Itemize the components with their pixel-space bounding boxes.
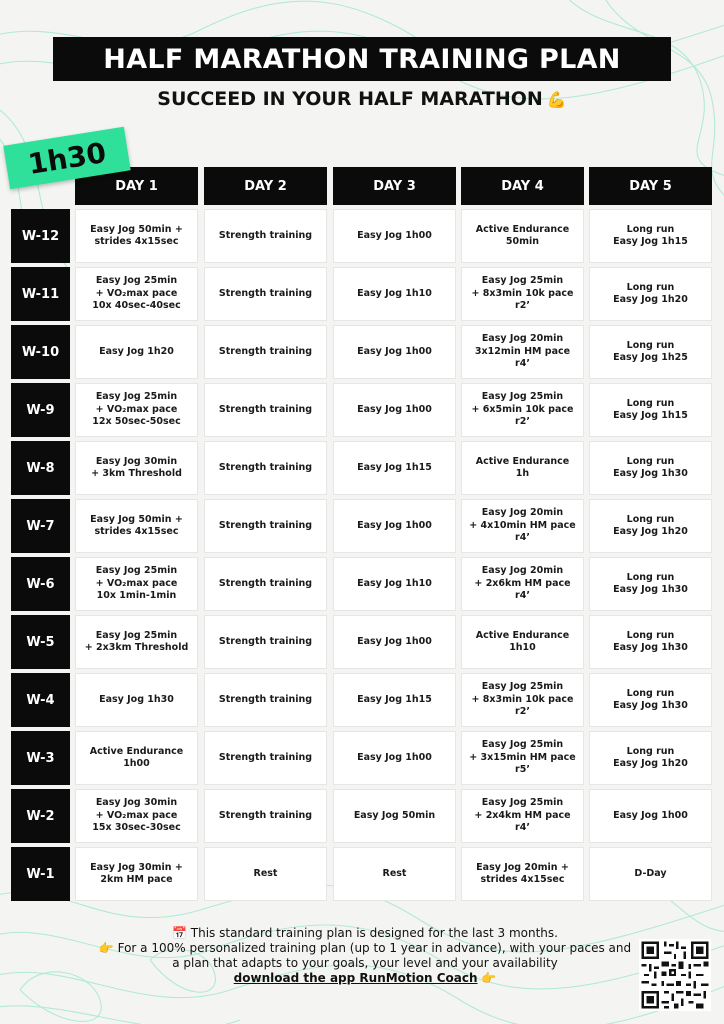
workout-cell: Easy Jog 25min + VO₂max pace 12x 50sec-50sec	[75, 383, 198, 437]
workout-cell: Strength training	[204, 731, 327, 785]
week-label: W-11	[11, 267, 70, 321]
workout-cell: Long run Easy Jog 1h30	[589, 557, 712, 611]
workout-cell: Easy Jog 20min + strides 4x15sec	[461, 847, 584, 901]
week-label: W-10	[11, 325, 70, 379]
workout-cell: Strength training	[204, 441, 327, 495]
pace-badge: 1h30	[3, 127, 130, 190]
workout-cell: Active Endurance 1h00	[75, 731, 198, 785]
day-header-4: DAY 4	[461, 167, 584, 205]
flexed-biceps-icon: 💪	[546, 89, 567, 109]
workout-cell: Easy Jog 25min + 3x15min HM pace r5’	[461, 731, 584, 785]
workout-cell: Strength training	[204, 325, 327, 379]
week-label: W-2	[11, 789, 70, 843]
workout-cell: D-Day	[589, 847, 712, 901]
workout-cell: Active Endurance 1h10	[461, 615, 584, 669]
workout-cell: Active Endurance 50min	[461, 209, 584, 263]
workout-cell: Easy Jog 30min + 2km HM pace	[75, 847, 198, 901]
footer	[95, 926, 635, 986]
day-header-1: DAY 1	[75, 167, 198, 205]
workout-cell: Easy Jog 25min + 8x3min 10k pace r2’	[461, 267, 584, 321]
subtitle-text: SUCCEED IN YOUR HALF MARATHON	[157, 88, 543, 110]
workout-cell: Easy Jog 1h15	[333, 441, 456, 495]
workout-cell: Rest	[333, 847, 456, 901]
workout-cell: Easy Jog 50min + strides 4x15sec	[75, 209, 198, 263]
workout-cell: Strength training	[204, 209, 327, 263]
workout-cell: Easy Jog 25min + 2x3km Threshold	[75, 615, 198, 669]
day-header-3: DAY 3	[333, 167, 456, 205]
workout-cell: Long run Easy Jog 1h15	[589, 209, 712, 263]
workout-cell: Easy Jog 50min	[333, 789, 456, 843]
workout-cell: Easy Jog 1h00	[333, 731, 456, 785]
workout-cell: Rest	[204, 847, 327, 901]
week-label: W-1	[11, 847, 70, 901]
workout-cell: Easy Jog 25min + 2x4km HM pace r4’	[461, 789, 584, 843]
workout-cell: Easy Jog 20min + 2x6km HM pace r4’	[461, 557, 584, 611]
workout-cell: Easy Jog 1h00	[333, 615, 456, 669]
workout-cell: Strength training	[204, 383, 327, 437]
week-label: W-6	[11, 557, 70, 611]
workout-cell: Easy Jog 25min + VO₂max pace 10x 40sec-40sec	[75, 267, 198, 321]
workout-cell: Easy Jog 1h20	[75, 325, 198, 379]
download-app-link[interactable]: download the app RunMotion Coach	[233, 971, 478, 985]
week-label: W-5	[11, 615, 70, 669]
workout-cell: Easy Jog 1h00	[589, 789, 712, 843]
week-label: W-3	[11, 731, 70, 785]
workout-cell: Long run Easy Jog 1h30	[589, 441, 712, 495]
workout-cell: Strength training	[204, 557, 327, 611]
workout-cell: Easy Jog 1h30	[75, 673, 198, 727]
workout-cell: Easy Jog 1h10	[333, 267, 456, 321]
subtitle	[0, 88, 724, 110]
workout-cell: Long run Easy Jog 1h25	[589, 325, 712, 379]
workout-cell: Active Endurance 1h	[461, 441, 584, 495]
workout-cell: Strength training	[204, 615, 327, 669]
workout-cell: Long run Easy Jog 1h30	[589, 615, 712, 669]
workout-cell: Easy Jog 30min + 3km Threshold	[75, 441, 198, 495]
week-label: W-4	[11, 673, 70, 727]
workout-cell: Easy Jog 1h10	[333, 557, 456, 611]
workout-cell: Long run Easy Jog 1h20	[589, 499, 712, 553]
workout-cell: Easy Jog 50min + strides 4x15sec	[75, 499, 198, 553]
workout-cell: Easy Jog 1h00	[333, 383, 456, 437]
week-label: W-12	[11, 209, 70, 263]
workout-cell: Easy Jog 1h00	[333, 209, 456, 263]
week-label: W-7	[11, 499, 70, 553]
workout-cell: Long run Easy Jog 1h20	[589, 267, 712, 321]
pointing-hand-icon: 👉	[481, 971, 497, 985]
workout-cell: Long run Easy Jog 1h15	[589, 383, 712, 437]
day-header-5: DAY 5	[589, 167, 712, 205]
workout-cell: Strength training	[204, 789, 327, 843]
workout-cell: Strength training	[204, 267, 327, 321]
workout-cell: Easy Jog 30min + VO₂max pace 15x 30sec-30sec	[75, 789, 198, 843]
footer-line-1: 📅 This standard training plan is designed for the last 3 months.	[172, 926, 558, 940]
week-label: W-9	[11, 383, 70, 437]
qr-code-icon[interactable]	[639, 939, 711, 1011]
page-title: HALF MARATHON TRAINING PLAN	[53, 37, 671, 81]
workout-cell: Long run Easy Jog 1h30	[589, 673, 712, 727]
week-label: W-8	[11, 441, 70, 495]
day-header-2: DAY 2	[204, 167, 327, 205]
workout-cell: Easy Jog 1h00	[333, 325, 456, 379]
workout-cell: Easy Jog 20min 3x12min HM pace r4’	[461, 325, 584, 379]
workout-cell: Easy Jog 20min + 4x10min HM pace r4’	[461, 499, 584, 553]
workout-cell: Easy Jog 1h15	[333, 673, 456, 727]
workout-cell: Easy Jog 25min + 8x3min 10k pace r2’	[461, 673, 584, 727]
workout-cell: Strength training	[204, 499, 327, 553]
workout-cell: Strength training	[204, 673, 327, 727]
footer-line-2: 👉 For a 100% personalized training plan (up to 1 year in advance), with your paces and a plan that adapts to your goals, your level and your availability	[98, 941, 632, 970]
workout-cell: Easy Jog 1h00	[333, 499, 456, 553]
workout-cell: Long run Easy Jog 1h20	[589, 731, 712, 785]
workout-cell: Easy Jog 25min + 6x5min 10k pace r2’	[461, 383, 584, 437]
workout-cell: Easy Jog 25min + VO₂max pace 10x 1min-1min	[75, 557, 198, 611]
